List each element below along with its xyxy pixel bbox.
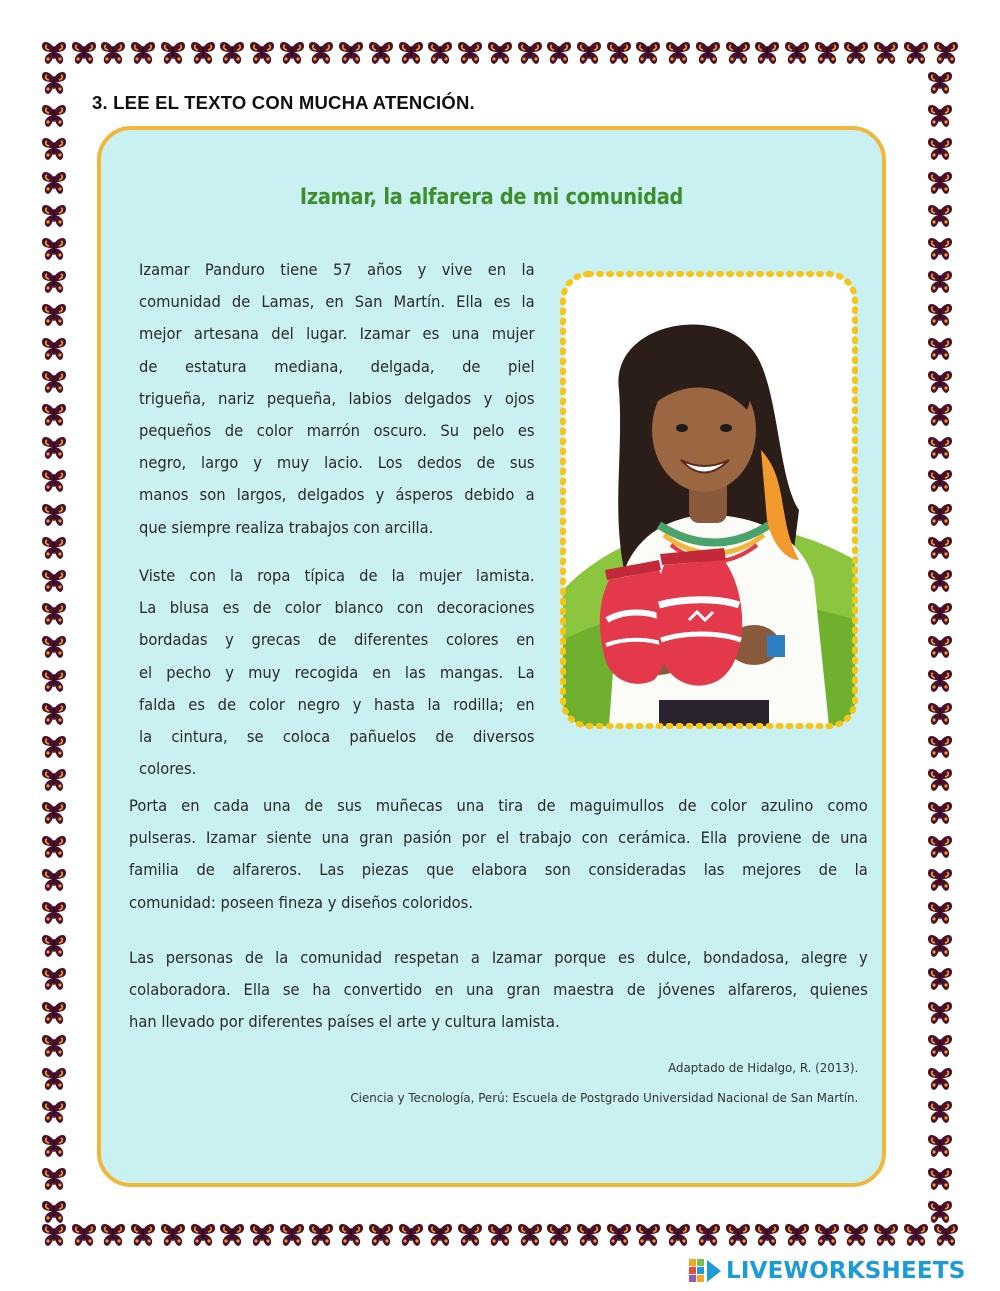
butterfly-icon: [545, 1222, 573, 1248]
butterfly-icon: [926, 1000, 954, 1026]
butterfly-icon: [926, 468, 954, 494]
butterfly-icon: [605, 40, 633, 66]
butterfly-icon: [307, 1222, 335, 1248]
butterfly-icon: [694, 1222, 722, 1248]
butterfly-icon: [926, 269, 954, 295]
butterfly-icon: [40, 402, 68, 428]
butterfly-icon: [40, 369, 68, 395]
butterfly-icon: [575, 40, 603, 66]
butterfly-icon: [926, 1199, 954, 1225]
butterfly-icon: [40, 236, 68, 262]
paragraph-3: [129, 790, 868, 919]
border-right: [926, 70, 966, 1225]
butterfly-icon: [40, 900, 68, 926]
text-line: que siempre realiza trabajos con arcilla.: [139, 517, 434, 537]
butterfly-icon: [70, 40, 98, 66]
butterfly-icon: [40, 734, 68, 760]
text-line: pulseras. Izamar siente una gran pasión por el trabajo con cerámica. Ella proviene de una: [129, 828, 868, 848]
butterfly-icon: [694, 40, 722, 66]
butterfly-icon: [926, 502, 954, 528]
butterfly-icon: [218, 1222, 246, 1248]
butterfly-icon: [926, 834, 954, 860]
text-line: han llevado por diferentes países el arte y cultura lamista.: [129, 1012, 560, 1032]
butterfly-icon: [278, 1222, 306, 1248]
butterfly-icon: [545, 40, 573, 66]
butterfly-icon: [926, 701, 954, 727]
butterfly-icon: [926, 1066, 954, 1092]
butterfly-icon: [516, 1222, 544, 1248]
butterfly-icon: [218, 40, 246, 66]
paragraph-2: [139, 560, 535, 785]
butterfly-icon: [40, 966, 68, 992]
butterfly-icon: [40, 103, 68, 129]
butterfly-icon: [426, 1222, 454, 1248]
butterfly-icon: [926, 800, 954, 826]
butterfly-icon: [842, 40, 870, 66]
butterfly-icon: [926, 900, 954, 926]
butterfly-icon: [40, 302, 68, 328]
butterfly-icon: [634, 40, 662, 66]
text-line: negro, largo y muy lacio. Los dedos de sus: [139, 453, 535, 473]
butterfly-icon: [40, 203, 68, 229]
butterfly-icon: [129, 1222, 157, 1248]
butterfly-icon: [872, 40, 900, 66]
butterfly-icon: [307, 40, 335, 66]
butterfly-icon: [926, 236, 954, 262]
text-line: de estatura mediana, delgada, de piel: [139, 356, 535, 376]
woman-holding-pottery-illustration: [549, 260, 869, 740]
butterfly-icon: [813, 1222, 841, 1248]
butterfly-icon: [926, 601, 954, 627]
butterfly-icon: [926, 170, 954, 196]
butterfly-icon: [397, 1222, 425, 1248]
butterfly-icon: [926, 933, 954, 959]
butterfly-icon: [486, 40, 514, 66]
butterfly-icon: [902, 1222, 930, 1248]
butterfly-icon: [40, 170, 68, 196]
butterfly-icon: [40, 1199, 68, 1225]
butterfly-icon: [40, 468, 68, 494]
butterfly-icon: [926, 336, 954, 362]
butterfly-icon: [40, 568, 68, 594]
text-line: Viste con la ropa típica de la mujer lamista.: [139, 566, 535, 585]
butterfly-icon: [40, 1166, 68, 1192]
text-line: Porta en cada una de sus muñecas una tira de maguimullos de color azulino como: [129, 796, 868, 815]
butterfly-icon: [40, 800, 68, 826]
butterfly-icon: [724, 1222, 752, 1248]
butterfly-icon: [40, 70, 68, 96]
butterfly-icon: [40, 435, 68, 461]
butterfly-icon: [926, 1133, 954, 1159]
text-line: el pecho y muy recogida en las mangas. La: [139, 662, 535, 682]
butterfly-icon: [40, 933, 68, 959]
butterfly-icon: [248, 1222, 276, 1248]
butterfly-icon: [189, 1222, 217, 1248]
text-line: bordadas y grecas de diferentes colores en: [139, 630, 535, 650]
border-bottom: [40, 1222, 960, 1252]
liveworksheets-logo[interactable]: [689, 1257, 965, 1285]
butterfly-icon: [486, 1222, 514, 1248]
butterfly-icon: [932, 40, 960, 66]
butterfly-icon: [40, 136, 68, 162]
butterfly-icon: [70, 1222, 98, 1248]
butterfly-icon: [926, 369, 954, 395]
butterfly-icon: [40, 701, 68, 727]
border-top: [40, 40, 960, 70]
liveworksheets-brand: LIVEWORKSHEETS: [726, 1258, 966, 1284]
text-line: comunidad de Lamas, en San Martín. Ella es la: [139, 292, 535, 312]
butterfly-icon: [397, 40, 425, 66]
text-line: comunidad: poseen fineza y diseños coloridos.: [129, 892, 474, 912]
citation-source: Adaptado de Hidalgo, R. (2013).: [667, 1060, 858, 1075]
butterfly-icon: [724, 40, 752, 66]
butterfly-icon: [40, 668, 68, 694]
butterfly-icon: [813, 40, 841, 66]
text-line: colores.: [139, 759, 197, 779]
butterfly-icon: [664, 1222, 692, 1248]
butterfly-icon: [456, 1222, 484, 1248]
butterfly-icon: [40, 336, 68, 362]
text-line: familia de alfareros. Las piezas que elabora son consideradas las mejores de la: [129, 860, 868, 880]
butterfly-icon: [40, 767, 68, 793]
butterfly-icon: [926, 568, 954, 594]
butterfly-icon: [40, 1133, 68, 1159]
butterfly-icon: [516, 40, 544, 66]
butterfly-icon: [40, 634, 68, 660]
butterfly-icon: [189, 40, 217, 66]
butterfly-icon: [367, 1222, 395, 1248]
butterfly-icon: [926, 302, 954, 328]
butterfly-icon: [40, 535, 68, 561]
text-line: trigueña, nariz pequeña, labios delgados y ojos: [139, 388, 535, 408]
reading-panel: [97, 126, 886, 1187]
butterfly-icon: [783, 40, 811, 66]
butterfly-icon: [367, 40, 395, 66]
text-line: mejor artesana del lugar. Izamar es una mujer: [139, 324, 535, 344]
butterfly-icon: [605, 1222, 633, 1248]
butterfly-icon: [926, 734, 954, 760]
butterfly-icon: [40, 1222, 68, 1248]
text-line: La blusa es de color blanco con decoraciones: [139, 598, 535, 618]
paragraph-1: [139, 254, 535, 544]
butterfly-icon: [783, 1222, 811, 1248]
citation-publisher: Ciencia y Tecnología, Perú: Escuela de Postgrado Universidad Nacional de San Martín.: [350, 1090, 858, 1105]
butterfly-icon: [926, 70, 954, 96]
butterfly-icon: [926, 103, 954, 129]
butterfly-icon: [159, 1222, 187, 1248]
butterfly-icon: [926, 767, 954, 793]
butterfly-icon: [902, 40, 930, 66]
butterfly-icon: [926, 435, 954, 461]
butterfly-icon: [575, 1222, 603, 1248]
butterfly-icon: [40, 1066, 68, 1092]
butterfly-icon: [426, 40, 454, 66]
butterfly-icon: [337, 1222, 365, 1248]
butterfly-icon: [40, 601, 68, 627]
butterfly-icon: [40, 269, 68, 295]
butterfly-icon: [926, 1166, 954, 1192]
butterfly-icon: [99, 40, 127, 66]
butterfly-icon: [926, 668, 954, 694]
butterfly-icon: [753, 1222, 781, 1248]
butterfly-icon: [456, 40, 484, 66]
story-title: Izamar, la alfarera de mi comunidad: [299, 185, 684, 210]
butterfly-icon: [40, 40, 68, 66]
butterfly-icon: [872, 1222, 900, 1248]
butterfly-icon: [926, 634, 954, 660]
butterfly-icon: [926, 203, 954, 229]
text-line: manos son largos, delgados y ásperos debido a: [139, 485, 535, 505]
text-line: Izamar Panduro tiene 57 años y vive en la: [139, 260, 535, 279]
liveworksheets-logo-icon: [689, 1258, 723, 1284]
butterfly-icon: [40, 1099, 68, 1125]
butterfly-icon: [40, 1000, 68, 1026]
butterfly-icon: [40, 1033, 68, 1059]
border-left: [40, 70, 80, 1225]
butterfly-icon: [99, 1222, 127, 1248]
butterfly-icon: [40, 867, 68, 893]
paragraph-4: [129, 942, 868, 1039]
butterfly-icon: [278, 40, 306, 66]
butterfly-icon: [634, 1222, 662, 1248]
text-line: la cintura, se coloca pañuelos de diversos: [139, 726, 535, 746]
butterfly-icon: [248, 40, 276, 66]
butterfly-icon: [842, 1222, 870, 1248]
butterfly-icon: [926, 402, 954, 428]
butterfly-icon: [159, 40, 187, 66]
butterfly-icon: [664, 40, 692, 66]
butterfly-icon: [753, 40, 781, 66]
butterfly-icon: [926, 966, 954, 992]
butterfly-icon: [926, 535, 954, 561]
butterfly-icon: [40, 834, 68, 860]
text-line: pequeños de color marrón oscuro. Su pelo es: [139, 420, 535, 440]
butterfly-icon: [926, 136, 954, 162]
activity-heading: 3. LEE EL TEXTO CON MUCHA ATENCIÓN.: [92, 92, 475, 113]
text-line: colaboradora. Ella se ha convertido en una gran maestra de jóvenes alfareros, quienes: [129, 980, 868, 1000]
butterfly-icon: [40, 502, 68, 528]
text-line: falda es de color negro y hasta la rodilla; en: [139, 694, 535, 714]
text-line: Las personas de la comunidad respetan a Izamar porque es dulce, bondadosa, alegre y: [129, 948, 868, 967]
butterfly-icon: [932, 1222, 960, 1248]
butterfly-icon: [129, 40, 157, 66]
butterfly-icon: [926, 1099, 954, 1125]
butterfly-icon: [337, 40, 365, 66]
butterfly-icon: [926, 867, 954, 893]
butterfly-icon: [926, 1033, 954, 1059]
